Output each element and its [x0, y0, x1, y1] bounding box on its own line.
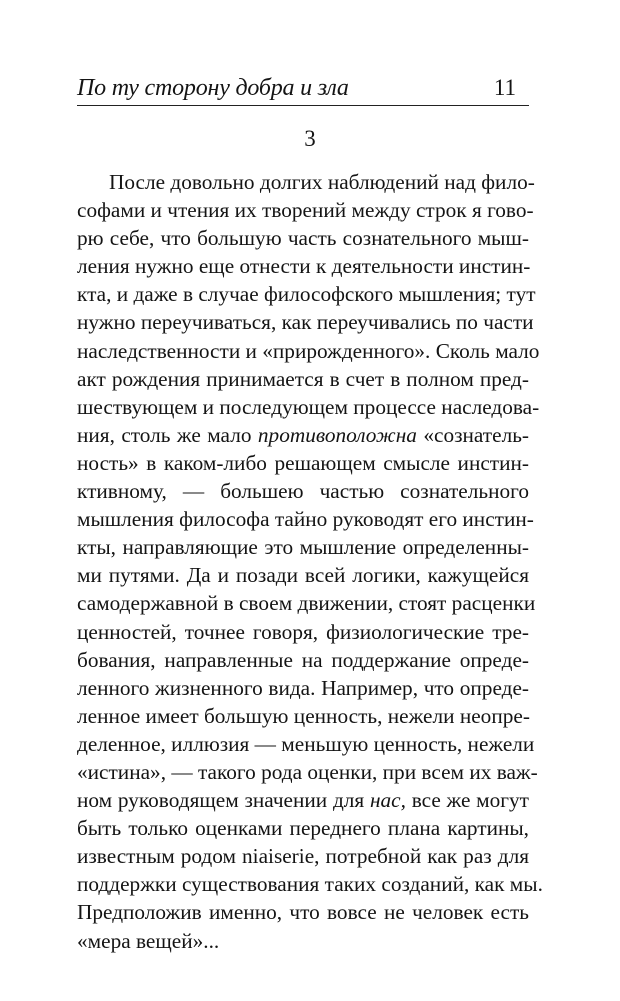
text-line: После довольно долгих наблюдений над фило- — [109, 170, 535, 194]
page-header — [77, 73, 522, 103]
text-line: быть только оценками переднего плана картины, — [77, 816, 529, 841]
text-line: ном руководящем значении для нас, все же могут — [77, 788, 529, 813]
text-line: кты, направляющие это мышление определенны- — [77, 535, 529, 560]
text-line: ктивному, — большею частью сознательного — [77, 479, 529, 504]
text-line: «истина», — такого рода оценки, при всем их важ- — [77, 759, 538, 784]
section-number: 3 — [304, 126, 316, 151]
text-line: ленное имеет большую ценность, нежели неопре- — [77, 703, 530, 728]
text-line: Предположив именно, что вовсе не человек есть — [77, 900, 529, 925]
text-line: ми путями. Да и позади всей логики, кажущейся — [77, 563, 529, 588]
text-line: деленное, иллюзия — меньшую ценность, нежели — [77, 731, 535, 756]
text-line: рю себе, что большую часть сознательного мыш- — [77, 226, 529, 251]
text-line: ленного жизненного вида. Например, что опреде- — [77, 675, 529, 700]
text-line: кта, и даже в случае философского мышления; тут — [77, 282, 536, 307]
text-line: акт рождения принимается в счет в полном пред- — [77, 366, 529, 391]
text-line: бования, направленные на поддержание опреде- — [77, 647, 529, 672]
text-line: ления нужно еще отнести к деятельности инстин- — [77, 254, 531, 279]
text-line: «мера вещей»... — [77, 928, 220, 953]
header-rule — [77, 105, 529, 106]
text-line: нужно переучиваться, как переучивались по части — [77, 310, 534, 335]
text-line: наследственности и «прирожденного». Сколь мало — [77, 338, 540, 363]
text-line: известным родом niaiserie, потребной как раз для — [77, 844, 529, 869]
text-line: ность» в каком-либо решающем смысле инстин- — [77, 450, 529, 475]
italic-emphasis: противоположна — [257, 422, 417, 447]
text-line: мышления философа тайно руководят его инстин- — [77, 507, 534, 532]
running-title: По ту сторону добра и зла — [77, 75, 349, 101]
italic-emphasis: нас, — [369, 788, 406, 813]
text-line: шествующем и последующем процессе наследова- — [77, 394, 540, 419]
text-line: поддержки существования таких созданий, как мы. — [77, 872, 543, 897]
page-number: 11 — [493, 75, 516, 100]
text-line: софами и чтения их творений между строк я гово- — [77, 198, 534, 223]
text-line: ния, столь же мало противоположна «сознатель- — [77, 422, 530, 447]
text-line: ценностей, точнее говоря, физиологические тре- — [77, 619, 529, 644]
body-paragraph — [77, 168, 543, 955]
text-line: самодержавной в своем движении, стоят расценки — [77, 591, 536, 616]
